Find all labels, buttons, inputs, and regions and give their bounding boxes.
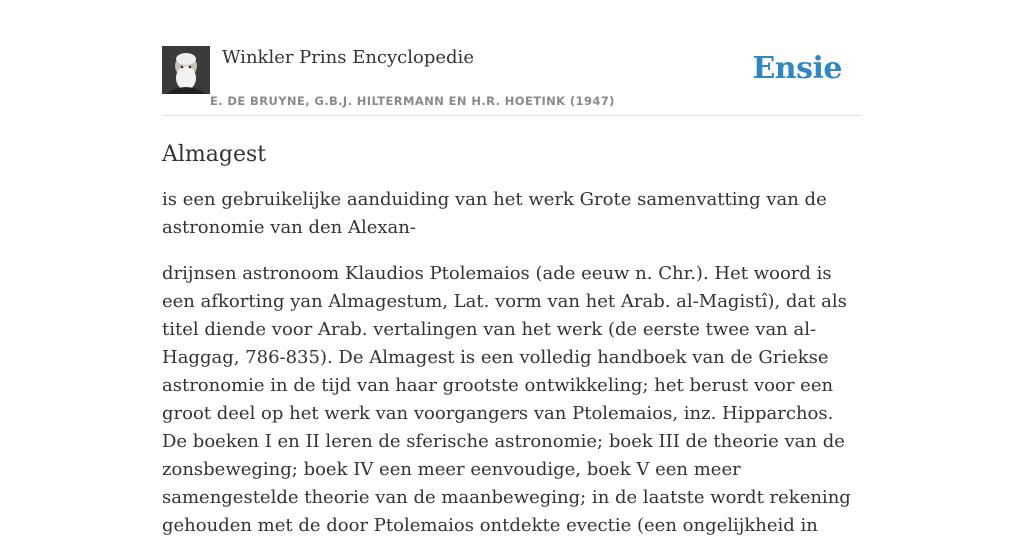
article-paragraph: is een gebruikelijke aanduiding van het werk Grote samenvatting van de astronomie van den Alexan- (162, 189, 827, 238)
source-authors: E. DE BRUYNE, G.B.J. HILTERMANN EN H.R. HOETINK (1947) (210, 94, 615, 108)
article-title: Almagest (162, 142, 267, 167)
portrait-icon (162, 46, 210, 94)
author-avatar[interactable] (162, 46, 210, 94)
content-container (162, 0, 862, 540)
source-title[interactable]: Winkler Prins Encyclopedie (222, 47, 474, 68)
source-header (162, 0, 862, 116)
article-paragraph: drijnsen astronoom Klaudios Ptolemaios (ade eeuw n. Chr.). Het woord is een afkorting yan Almagestum, Lat. vorm van het Arab. al-Magistî), dat als titel diende voor Arab. vertalingen van het werk (de eerste twee van al-Haggag, 786-835). De Almagest is een volledig handboek van de Griekse astronomie in de tijd van haar grootste ontwikkeling; het berust voor een groot deel op het werk van voorgangers van Ptolemaios, inz. Hipparchos. De boeken I en II leren de sferische astronomie; boek III de theorie van de zonsbeweging; boek IV een meer eenvoudige, boek V een meer samengestelde theorie van de maanbeweging; in de laatste wordt rekening gehouden met de door Ptolemaios ontdekte evectie (een ongelijkheid in (162, 263, 851, 536)
ensie-logo-link[interactable]: Ensie (752, 51, 842, 86)
